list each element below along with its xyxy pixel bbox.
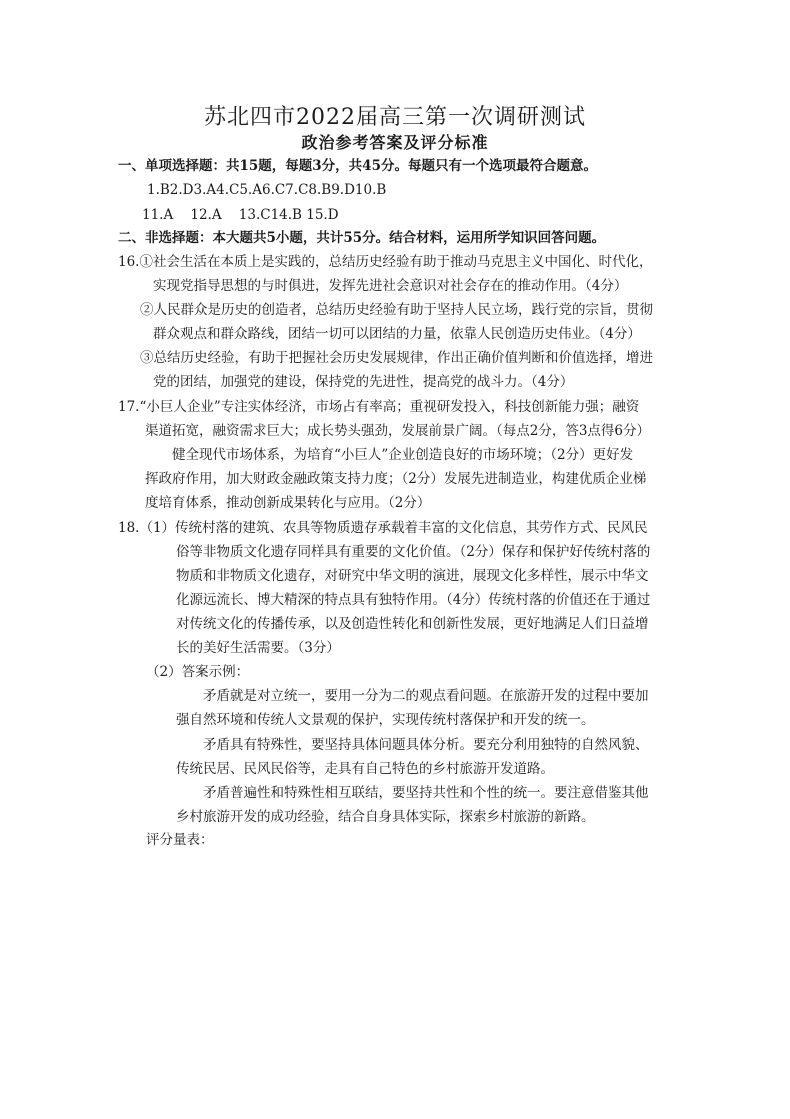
q16-point1-line1: 16.①社会生活在本质上是实践的，总结历史经验有助于推动马克思主义中国化、时代化， bbox=[118, 254, 653, 270]
rubric-label: 评分量表： bbox=[146, 832, 214, 848]
q18-part1-line4: 化源远流长、博大精深的特点具有独特作用。（4分）传统村落的价值还在于通过 bbox=[176, 592, 651, 608]
q18-example1-line2: 强自然环境和传统人文景观的保护，实现传统村落保护和开发的统一。 bbox=[176, 712, 595, 728]
q17-line3: 健全现代市场体系，为培育“小巨人”企业创造良好的市场环境；（2分）更好发 bbox=[172, 447, 634, 463]
q17-line4: 挥政府作用，加大财政金融政策支持力度；（2分）发展先进制造业，构建优质企业梯 bbox=[145, 471, 647, 487]
page-title: 苏北四市2022届高三第一次调研测试 bbox=[204, 105, 586, 130]
q16-point2-line2: 群众观点和群众路线，团结一切可以团结的力量，依靠人民创造历史伟业。（4分） bbox=[153, 326, 641, 342]
q18-part1-line1: 18.（1）传统村落的建筑、农具等物质遗存承载着丰富的文化信息，其劳作方式、民风民 bbox=[118, 520, 648, 536]
q18-part2-label: （2）答案示例： bbox=[146, 664, 250, 680]
q16-point3-line1: ③总结历史经验，有助于把握社会历史发展规律，作出正确价值判断和价值选择，增进 bbox=[140, 350, 653, 366]
q18-example3-line1: 矛盾普遍性和特殊性相互联结，要坚持共性和个性的统一。要注意借鉴其他 bbox=[203, 785, 649, 801]
section2-heading: 二、非选择题：本大题共5小题，共计55分。结合材料，运用所学知识回答问题。 bbox=[118, 230, 606, 246]
q17-line1: 17.“小巨人企业”专注实体经济，市场占有率高；重视研发投入，科技创新能力强；融资 bbox=[118, 399, 640, 415]
q18-example2-line1: 矛盾具有特殊性，要坚持具体问题具体分析。要充分利用独特的自然风貌、 bbox=[203, 737, 649, 753]
section1-heading: 一、单项选择题：共15题，每题3分，共45分。每题只有一个选项最符合题意。 bbox=[118, 158, 597, 174]
section1-answers-line1: 1.B2.D3.A4.C5.A6.C7.C8.B9.D10.B bbox=[147, 182, 387, 198]
q16-point3-line2: 党的团结，加强党的建设，保持党的先进性，提高党的战斗力。（4分） bbox=[153, 374, 574, 390]
q16-point2-line1: ②人民群众是历史的创造者，总结历史经验有助于坚持人民立场，践行党的宗旨，贯彻 bbox=[140, 302, 653, 318]
q18-example2-line2: 传统民居、民风民俗等，走具有自己特色的乡村旅游开发道路。 bbox=[176, 761, 554, 777]
q17-line5: 度培育体系，推动创新成果转化与应用。（2分） bbox=[145, 495, 431, 511]
q18-part1-line5: 对传统文化的传播传承，以及创造性转化和创新性发展，更好地满足人们日益增 bbox=[176, 616, 649, 632]
page-subtitle: 政治参考答案及评分标准 bbox=[301, 133, 489, 152]
q16-point1-line2: 实现党指导思想的与时俱进，发挥先进社会意识对社会存在的推动作用。（4分） bbox=[153, 278, 628, 294]
q18-example3-line2: 乡村旅游开发的成功经验，结合自身具体实际，探索乡村旅游的新路。 bbox=[176, 809, 595, 825]
q18-part1-line2: 俗等非物质文化遗存同样具有重要的文化价值。（2分）保存和保护好传统村落的 bbox=[176, 544, 651, 560]
section1-answers-line2: 11.A 12.A 13.C14.B 15.D bbox=[142, 207, 339, 223]
q17-line2: 渠道拓宽，融资需求巨大；成长势头强劲，发展前景广阔。（每点2分，答3点得6分） bbox=[145, 423, 651, 439]
q18-example1-line1: 矛盾就是对立统一，要用一分为二的观点看问题。在旅游开发的过程中要加 bbox=[203, 688, 649, 704]
q18-part1-line6: 长的美好生活需要。（3分） bbox=[176, 640, 340, 656]
q18-part1-line3: 物质和非物质文化遗存，对研究中华文明的演进，展现文化多样性，展示中华文 bbox=[176, 568, 649, 584]
